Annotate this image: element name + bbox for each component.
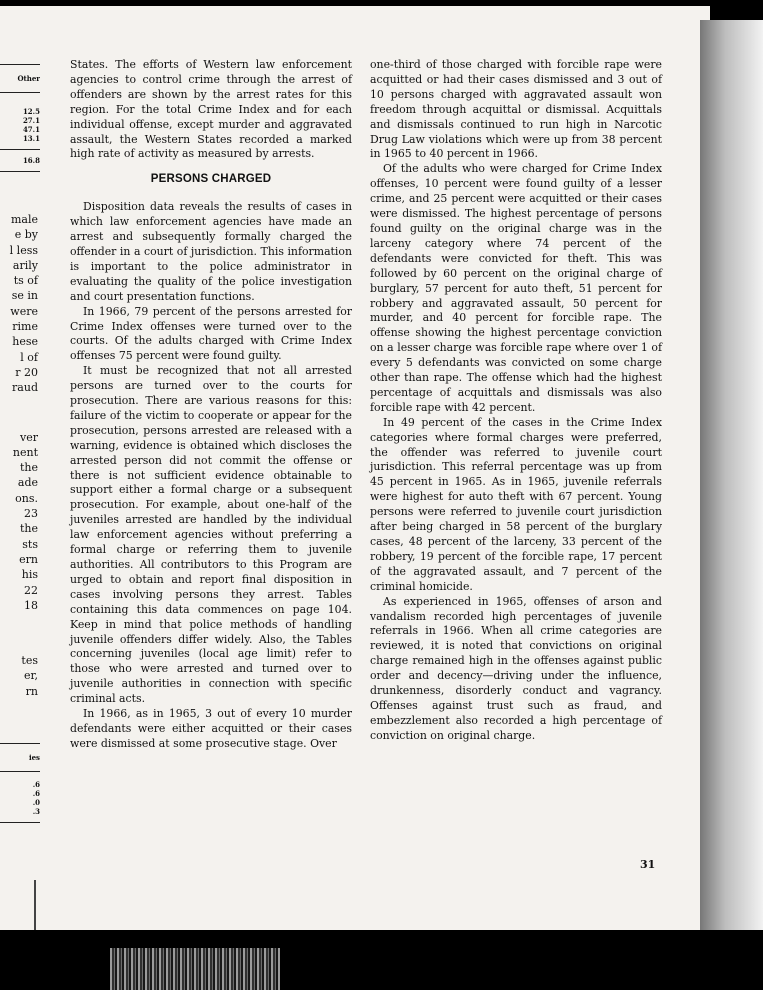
paragraph: In 49 percent of the cases in the Crime Index categories where formal charges were preferred, the offender was referred to juvenile court jurisdiction. This referral percentage was up from 45 percent in 1965. As in 1965, juvenile referrals were highest for auto theft with 67 percent. Young persons were referred to juvenile court jurisdiction after being charged in 58 percent of the burglary cases, 48 percent of the larceny, 33 percent of the robbery, 19 percent of the forcible rape, 17 percent of the aggravated assault, and 7 percent of the criminal homicide. xyxy=(370,415,662,593)
margin-fragment: the xyxy=(19,522,38,536)
margin-value: 13.1 xyxy=(22,134,40,143)
paragraph: States. The efforts of Western law enforcement agencies to control crime through the arrest of offenders are shown by the arrest rates for this region. For the total Crime Index and for each individual offense, except murder and aggravated assault, the Western States recorded a marked high rate of activity as measured by arrests. xyxy=(70,58,352,161)
margin-fragment: r 20 xyxy=(15,365,38,379)
paragraph: In 1966, 79 percent of the persons arrested for Crime Index offenses were turned over to the courts. Of the adults charged with Crime Index offenses 75 percent were found guilty. xyxy=(70,304,352,363)
margin-fragment: er, xyxy=(23,669,38,683)
scan-edge-shadow xyxy=(700,20,763,990)
margin-fragment: his xyxy=(21,568,38,582)
margin-fragment: were xyxy=(10,304,38,318)
margin-fragment: ern xyxy=(19,552,38,566)
margin-fragment: raud xyxy=(12,381,38,395)
section-heading: PERSONS CHARGED xyxy=(150,173,272,186)
margin-fragment: l of xyxy=(20,350,38,364)
margin-fragment: arily xyxy=(12,258,38,272)
page-number: 31 xyxy=(640,858,656,871)
margin-total: 16.8 xyxy=(22,156,40,165)
margin-fragment: e by xyxy=(14,228,38,242)
scan-noise xyxy=(110,948,280,990)
previous-page-margin xyxy=(0,40,40,870)
margin-value: 27.1 xyxy=(22,116,40,125)
margin-label: Other xyxy=(17,74,40,83)
margin-value: 12.5 xyxy=(22,107,40,116)
margin-fragment: 23 xyxy=(24,507,38,521)
margin-fragment: ver xyxy=(20,430,38,444)
paragraph: In 1966, as in 1965, 3 out of every 10 murder defendants were either acquitted or their cases were dismissed at some prosecutive stage. Over xyxy=(70,707,352,750)
paragraph: It must be recognized that not all arrested persons are turned over to the courts for prosecution. There are various reasons for this: failure of the victim to cooperate or appear for the prosecution, persons arrested are released with a warning, evidence is obtained which discloses the arrested person did not commit the offense or there is not sufficient evidence obtainable to support either a formal charge or a subsequent prosecution. For example, about one-half of the juveniles arrested are handled by the individual law enforcement agencies without preferring a formal charge or referring them to juvenile authorities. All contributors to this Program are urged to obtain and report final disposition in cases involving persons they arrest. Tables containing this data commences on page 104. Keep in mind that police methods of handling juvenile offenders differ widely. Also, the Tables concerning juveniles (local age limit) refer to those who were arrested and turned over to juvenile authorities in connection with specific criminal acts. xyxy=(70,364,352,706)
left-column xyxy=(70,58,352,752)
margin-fragment: l less xyxy=(9,243,38,257)
margin-fragment: tes xyxy=(21,654,38,668)
margin-fragment: the xyxy=(19,461,38,475)
binding-fold xyxy=(34,880,36,930)
margin-fragment: male xyxy=(10,213,38,226)
margin-fragment: sts xyxy=(22,537,38,551)
paragraph: As experienced in 1965, offenses of arson and vandalism recorded high percentages of juvenile referrals in 1966. When all crime categories are reviewed, it is noted that convictions on original charge remained high in the offenses against public order and decency—driving under the influence, drunkenness, disorderly conduct and vagrancy. Offenses against trust such as fraud, and embezzlement also recorded a high percentage of conviction on original charge. xyxy=(370,594,662,742)
margin-value: .0 xyxy=(32,798,40,808)
margin-value: 47.1 xyxy=(22,125,40,134)
margin-fragment: nent xyxy=(12,445,38,459)
margin-fragment: rime xyxy=(12,320,38,334)
margin-fragment: 18 xyxy=(24,598,38,612)
margin-fragment: se in xyxy=(11,289,38,303)
margin-value: .3 xyxy=(32,807,40,817)
paragraph: Of the adults who were charged for Crime Index offenses, 10 percent were found guilty of a lesser crime, and 25 percent were acquitted or their cases were dismissed. The highest percentage of persons found guilty on the original charge was in the larceny category where 74 percent of the defendants were convicted for theft. This was followed by 60 percent on the original charge of burglary, 57 percent for auto theft, 51 percent for robbery and aggravated assault, 50 percent for murder, and 40 percent for forcible rape. The offense showing the highest percentage conviction on a lesser charge was forcible rape where over 1 of every 5 defendants was convicted on some charge other than rape. The offense which had the highest percentage of acquittals and dismissals was also forcible rape with 42 percent. xyxy=(370,162,662,414)
margin-fragment: ts of xyxy=(13,274,38,288)
margin-fragment: rn xyxy=(25,684,38,698)
margin-fragment: hese xyxy=(12,335,38,349)
paragraph: Disposition data reveals the results of cases in which law enforcement agencies have made an arrest and subsequently formally charged the offender in a court of jurisdiction. This information is important to the police administrator in evaluating the quality of the police investigation and court presentation functions. xyxy=(70,200,352,303)
margin-value: .6 xyxy=(32,789,40,799)
margin-fragment: 22 xyxy=(24,583,38,597)
paragraph: one-third of those charged with forcible rape were acquitted or had their cases dismissed and 3 out of 10 persons charged with aggravated assault won freedom through acquittal or dismissal. Acquittals and dismissals continued to run high in Narcotic Drug Law violations which were up from 38 percent in 1965 to 40 percent in 1966. xyxy=(370,58,662,161)
right-column xyxy=(370,58,662,744)
margin-fragment: ade xyxy=(17,476,38,490)
margin-label: ies xyxy=(28,753,40,763)
margin-value: .6 xyxy=(32,780,40,790)
margin-fragment: ons. xyxy=(15,491,38,505)
